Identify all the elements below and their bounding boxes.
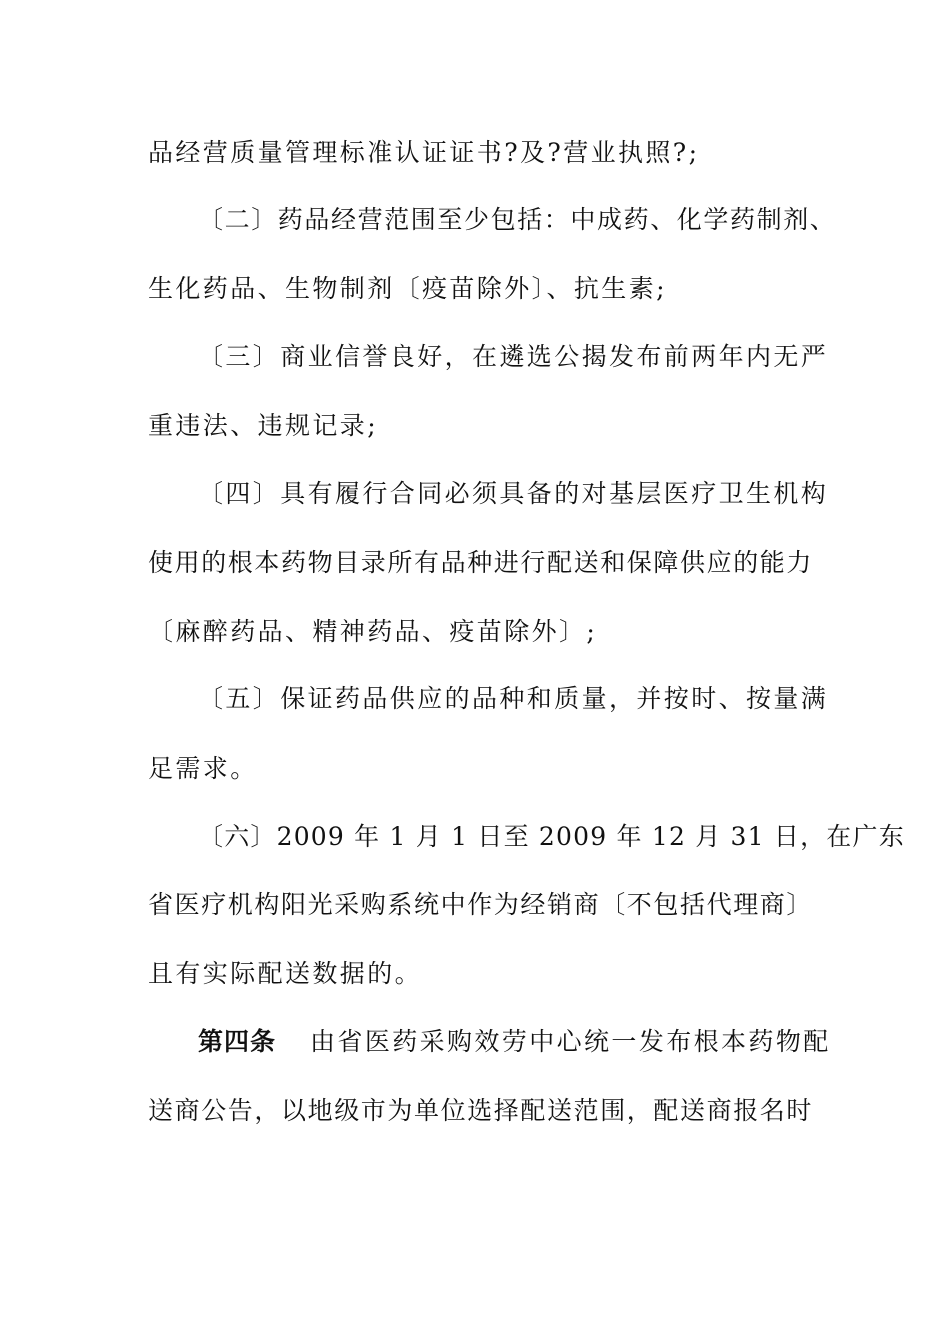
text-line-3: 生化药品、生物制剂〔疫苗除外〕、抗生素; <box>148 274 667 303</box>
text-line-8: 〔麻醉药品、精神药品、疫苗除外〕; <box>148 617 598 646</box>
text-line-12: 省医疗机构阳光采购系统中作为经销商〔不包括代理商〕 <box>148 890 814 919</box>
text-line-5: 重违法、违规记录; <box>148 411 379 440</box>
article-4-text: 由省医药采购效劳中心统一发布根本药物配 <box>310 1027 831 1056</box>
text-line-11: 〔六〕2009 年 1 月 1 日至 2009 年 12 月 31 日，在广东 <box>198 822 905 851</box>
text-line-1: 品经营质量管理标准认证证书?及?营业执照?; <box>148 138 700 167</box>
article-4-line <box>198 1025 888 1059</box>
text-line-6: 〔四〕具有履行合同必须具备的对基层医疗卫生机构 <box>198 479 829 508</box>
text-line-7: 使用的根本药物目录所有品种进行配送和保障供应的能力 <box>148 548 814 577</box>
text-line-14: 送商公告，以地级市为单位选择配送范围，配送商报名时 <box>148 1096 814 1125</box>
text-line-10: 足需求。 <box>148 754 258 783</box>
text-line-4: 〔三〕商业信誉良好，在遴选公揭发布前两年内无严 <box>198 342 829 371</box>
text-line-13: 且有实际配送数据的。 <box>148 959 423 988</box>
article-4-label: 第四条 <box>198 1027 277 1056</box>
text-line-2: 〔二〕药品经营范围至少包括：中成药、化学药制剂、 <box>198 205 837 234</box>
text-line-9: 〔五〕保证药品供应的品种和质量，并按时、按量满 <box>198 684 829 713</box>
